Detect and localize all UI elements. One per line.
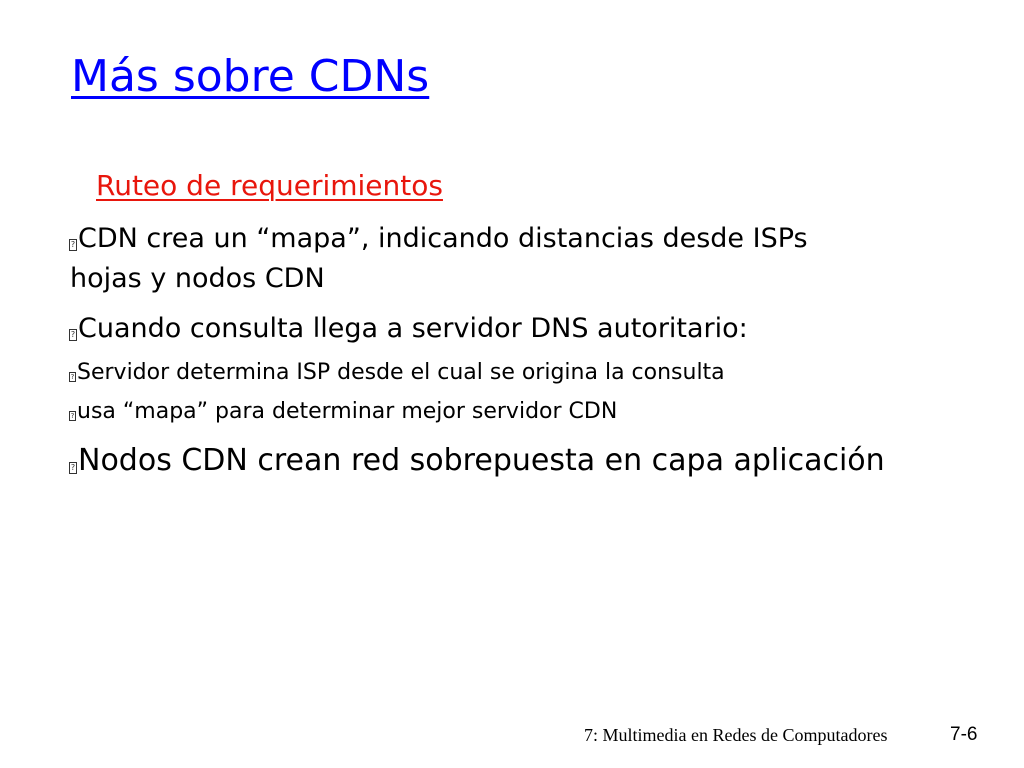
bullet-placeholder-icon: ? <box>70 412 75 420</box>
bullet-text-continuation: hojas y nodos CDN <box>70 263 325 294</box>
bullet-text: CDN crea un “mapa”, indicando distancias desde ISPs <box>78 223 808 254</box>
bullet-item <box>69 220 808 258</box>
bullet-item <box>69 310 748 348</box>
bullet-placeholder-icon: ? <box>70 463 76 472</box>
bullet-item <box>69 441 885 481</box>
page-number: 7-6 <box>950 724 978 745</box>
bullet-placeholder-icon: ? <box>70 373 75 381</box>
bullet-text: Nodos CDN crean red sobrepuesta en capa aplicación <box>78 443 885 478</box>
bullet-placeholder-icon: ? <box>70 240 76 249</box>
sub-bullet-text: usa “mapa” para determinar mejor servidor CDN <box>77 399 618 424</box>
slide-title: Más sobre CDNs <box>71 51 430 102</box>
sub-bullet-item <box>69 397 617 427</box>
bullet-text: Cuando consulta llega a servidor DNS autoritario: <box>78 313 748 344</box>
sub-bullet-text: Servidor determina ISP desde el cual se origina la consulta <box>77 360 725 385</box>
sub-bullet-item <box>69 358 725 388</box>
section-heading: Ruteo de requerimientos <box>96 169 443 202</box>
bullet-placeholder-icon: ? <box>70 330 76 339</box>
slide-footer: 7: Multimedia en Redes de Computadores <box>584 725 888 745</box>
